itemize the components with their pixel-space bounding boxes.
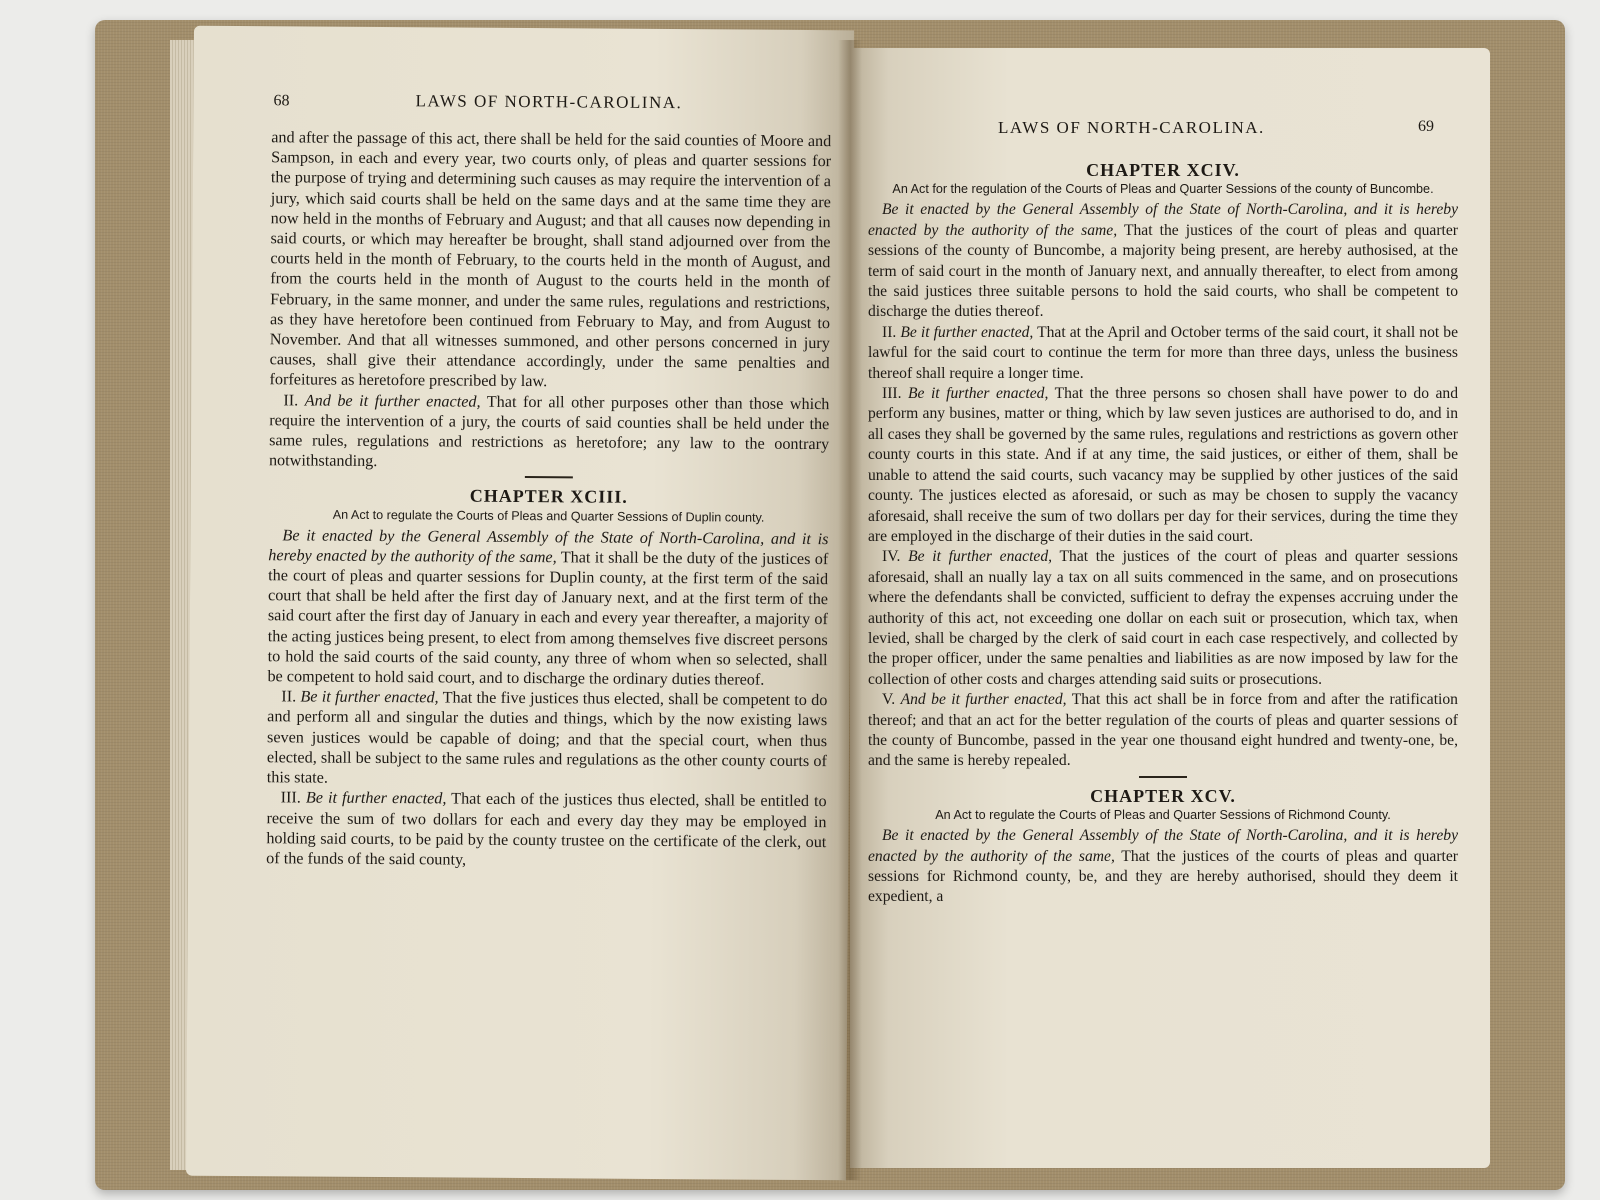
page-number-left: 68 xyxy=(273,92,290,110)
right-page xyxy=(850,48,1490,1168)
enacting-phrase: Be it further enacted, xyxy=(900,323,1034,341)
section-divider xyxy=(1139,776,1187,778)
section-3 xyxy=(266,788,827,873)
right-page-body xyxy=(868,152,1458,908)
section-3 xyxy=(868,384,1458,547)
section-text: That it shall be the duty of the justices of the court of pleas and quarter sessions for Duplin county, at the first term of the said court that shall be held after the first day of January next, and at the first term of the said court after the first day of January in each and every year thereafter, a majority of the acting justices being present, to elect from among themselves five discreet persons to hold the said courts of the said county, any three of whom when so selected, shall be competent to hold said court, and to discharge the ordinary duties thereof. xyxy=(267,548,829,689)
section-text: That the justices of the courts of pleas and quarter sessions for Richmond county, be, and they are hereby authorised, should they deem it expedient, a xyxy=(868,847,1458,906)
section-text: That at the April and October terms of the said court, it shall not be lawful for the said court to continue the term for more than three days, unless the business thereof shall require a longer time. xyxy=(868,323,1458,382)
chapter-heading: CHAPTER XCV. xyxy=(1090,785,1236,806)
section-2 xyxy=(267,687,828,792)
section-text: That for all other purposes other than those which require the intervention of a jury, the courts of said counties shall be held under the same rules, regulations and restrictions as heretofore; any law to the oontrary notwithstanding. xyxy=(268,392,830,471)
section-number: III. xyxy=(882,385,902,403)
running-header-right: LAWS OF NORTH-CAROLINA. xyxy=(998,118,1265,137)
section-2 xyxy=(269,390,830,475)
enacting-phrase: Be it further enacted, xyxy=(300,687,439,707)
section-text: That the justices of the court of pleas and quarter sessions aforesaid, shall an nually lay a tax on all suits commenced in the same, and on prosecutions where the defendants shall be convicted, sufficient to defray the expenses accruing under the authority of this act, not exceeding one dollar on each suit or prosecution, which tax, when levied, shall be charged by the clerk of said court in each case respectively, and collected by the proper officer, under the same penalties and liabilities as are now imposed by law for the collection of other costs and charges attending said suits or prosecutions. xyxy=(868,548,1458,688)
section-number: II. xyxy=(882,323,897,341)
running-header-left: LAWS OF NORTH-CAROLINA. xyxy=(415,91,683,113)
section-5 xyxy=(868,690,1458,772)
section-4 xyxy=(868,547,1458,690)
act-title: An Act for the regulation of the Courts of Pleas and Quarter Sessions of the county of Buncombe. xyxy=(892,182,1434,197)
page-number-right: 69 xyxy=(1418,118,1434,135)
enacting-phrase: Be it enacted by the General Assembly of the State of North-Carolina, and it is hereby enacted by the authority of the same, xyxy=(868,827,1458,865)
enacting-clause xyxy=(267,525,828,691)
act-title: An Act to regulate the Courts of Pleas and Quarter Sessions of Richmond County. xyxy=(935,808,1391,823)
section-text: That the justices of the court of pleas and quarter sessions of the county of Buncombe, a majority being present, are hereby authosised, at the term of said court in the month of January next, and annually thereafter, to elect from among the said justices three suitable persons to hold the said courts, who shall be competent to discharge the duties thereof. xyxy=(868,221,1458,321)
enacting-phrase: Be it enacted by the General Assembly of the State of North-Carolina, and it is hereby enacted by the authority of the same, xyxy=(268,525,829,567)
section-text: That each of the justices thus elected, shall be entitled to receive the sum of two dollars for each and every day they may be employed in holding said courts, to be paid by the county trustee on the certificate of the clerk, out of the funds of the said county, xyxy=(266,789,827,869)
chapter-heading: CHAPTER XCIV. xyxy=(1086,160,1240,180)
enacting-clause xyxy=(868,200,1458,322)
paragraph-continued: and after the passage of this act, there shall be held for the said counties of Moore and Sampson, in each and every year, two courts only, of pleas and quarter sessions for the purpose of trying and determining such causes as may require the intervention of a jury, which said courts shall be held on the same days and at the same time they are now held in the months of February and August; and that all causes now depending in said courts, or which may hereafter be brought, shall stand adjourned over from the courts held in the month of February, to the courts held in the month of August, and from the courts held in the month of August to the courts held in the month of February, in the same monner, and under the same rules, regulations and restrictions, as they have heretofore been continued from February to May, and from August to November. And that all witnesses summoned, and other persons concerned in jury causes, shall give their attendance accordingly, under the same penalties and forfeitures as heretofore prescribed by law. xyxy=(269,128,832,391)
enacting-clause xyxy=(868,826,1458,908)
section-divider xyxy=(525,476,573,478)
section-number: III. xyxy=(280,788,301,807)
enacting-phrase: Be it further enacted, xyxy=(305,788,447,808)
act-title: An Act to regulate the Courts of Pleas and Quarter Sessions of Duplin county. xyxy=(332,507,765,525)
left-page-body xyxy=(266,127,831,872)
enacting-phrase: And be it further enacted, xyxy=(304,391,481,411)
section-2 xyxy=(868,323,1458,384)
enacting-phrase: Be it further enacted, xyxy=(908,548,1053,566)
section-text: That the three persons so chosen shall have power to do and perform any busines, matter or thing, which by law seven justices are authorised to do, and in all cases they shall be governed by the same rules, regulations and restrictions as govern other county courts in this state. And if at any time, the said justices, or either of them, shall be unable to attend the said courts, such vacancy may be supplied by other justices of the said county. The justices elected as aforesaid, or such as may be chosen to supply the vacancy aforesaid, shall receive the sum of two dollars per day for their services, during the time they are employed in the discharge of their duties in the said court. xyxy=(868,385,1459,545)
enacting-phrase: And be it further enacted, xyxy=(900,691,1067,709)
enacting-phrase: Be it further enacted, xyxy=(908,385,1049,403)
section-number: IV. xyxy=(882,548,901,566)
book-gutter xyxy=(838,40,862,1180)
left-page xyxy=(186,26,854,1181)
enacting-phrase: Be it enacted by the General Assembly of the State of North-Carolina, and it is hereby enacted by the authority of the same, xyxy=(868,201,1458,239)
chapter-heading: CHAPTER XCIII. xyxy=(469,486,628,508)
section-number: II. xyxy=(283,390,299,410)
section-number: II. xyxy=(281,687,297,706)
section-text: That this act shall be in force from and after the ratification thereof; and that an act for the better regulation of the courts of pleas and quarter sessions of the county of Buncombe, passed in the year one thousand eight hundred and twenty-one, be, and the same is hereby repealed. xyxy=(868,691,1458,770)
section-text: That the five justices thus elected, shall be competent to do and perform all and singular the duties and things, which by the now existing laws seven justices would be capable of doing; and that the special court, when thus elected, shall be subject to the same rules and regulations as the other county courts of this state. xyxy=(266,688,828,787)
section-number: V. xyxy=(882,691,896,709)
